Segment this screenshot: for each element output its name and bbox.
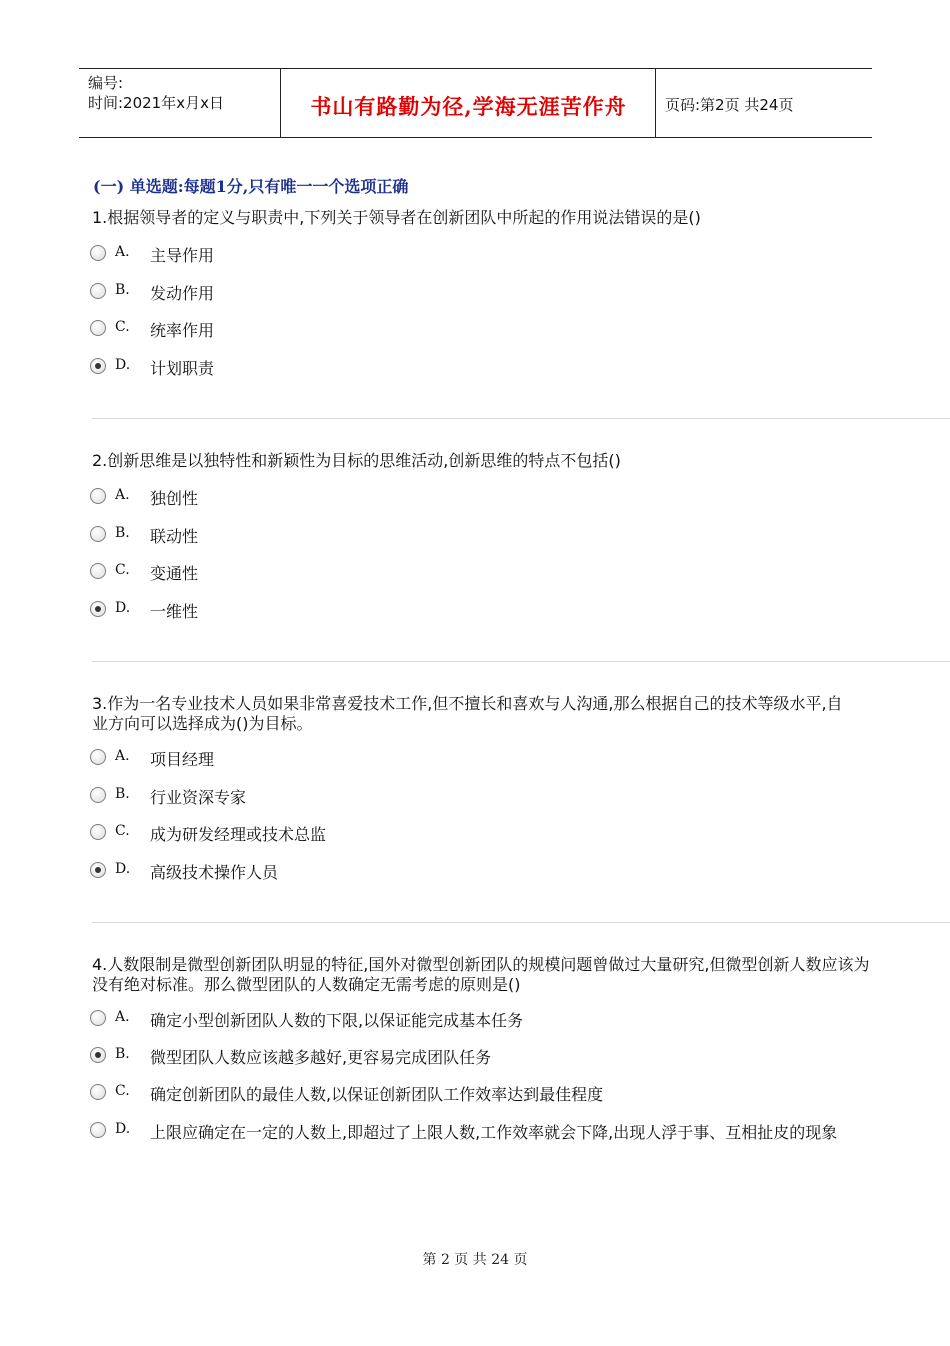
- radio-button[interactable]: [90, 1010, 106, 1026]
- radio-button[interactable]: [90, 283, 106, 299]
- question-line: 没有绝对标准。那么微型团队的人数确定无需考虑的原则是(): [92, 975, 521, 994]
- option-letter: B.: [115, 282, 130, 298]
- radio-button-selected[interactable]: [90, 601, 106, 617]
- question-text: [92, 451, 950, 471]
- option-text: 行业资深专家: [150, 788, 247, 807]
- option-letter: A.: [115, 487, 130, 503]
- option-letter: A.: [115, 244, 130, 260]
- section-title: (一) 单选题:每题1分,只有唯一一个选项正确: [93, 177, 409, 196]
- page-header: [79, 68, 872, 138]
- page-footer: 第 2 页 共 24 页: [422, 1252, 528, 1268]
- radio-button-selected[interactable]: [90, 862, 106, 878]
- question-divider: [92, 922, 950, 923]
- option-text: 变通性: [150, 564, 199, 583]
- option-text: 计划职责: [150, 359, 215, 378]
- question-text: [92, 694, 950, 734]
- option-letter: D.: [115, 1121, 131, 1137]
- radio-button[interactable]: [90, 824, 106, 840]
- radio-dot-icon: [95, 867, 101, 873]
- radio-button[interactable]: [90, 1084, 106, 1100]
- code-label: 编号:: [88, 74, 124, 92]
- option-text: 统率作用: [150, 321, 215, 340]
- option-text: 联动性: [150, 527, 199, 546]
- page-info: 页码:第2页 共24页: [665, 96, 794, 114]
- option-text: 高级技术操作人员: [150, 863, 279, 882]
- question-line: 4.人数限制是微型创新团队明显的特征,国外对微型创新团队的规模问题曾做过大量研究,但微型创新人数应该为: [92, 955, 870, 974]
- option-text: 确定创新团队的最佳人数,以保证创新团队工作效率达到最佳程度: [150, 1085, 604, 1104]
- option-letter: D.: [115, 861, 131, 877]
- question-text: [92, 955, 950, 995]
- radio-button[interactable]: [90, 1122, 106, 1138]
- radio-dot-icon: [95, 363, 101, 369]
- question-divider: [92, 661, 950, 662]
- option-letter: B.: [115, 786, 130, 802]
- radio-button-selected[interactable]: [90, 1047, 106, 1063]
- option-text: 主导作用: [150, 246, 215, 265]
- question-line: 业方向可以选择成为()为目标。: [92, 714, 313, 733]
- radio-button[interactable]: [90, 526, 106, 542]
- radio-button-selected[interactable]: [90, 358, 106, 374]
- option-letter: C.: [115, 1083, 130, 1099]
- option-letter: C.: [115, 823, 130, 839]
- radio-button[interactable]: [90, 787, 106, 803]
- radio-button[interactable]: [90, 563, 106, 579]
- radio-button[interactable]: [90, 488, 106, 504]
- option-text: 发动作用: [150, 284, 215, 303]
- option-text: 确定小型创新团队人数的下限,以保证能完成基本任务: [150, 1011, 524, 1030]
- option-letter: B.: [115, 525, 130, 541]
- question-line: 1.根据领导者的定义与职责中,下列关于领导者在创新团队中所起的作用说法错误的是(): [92, 208, 701, 227]
- question-text: [92, 208, 950, 228]
- option-text: 微型团队人数应该越多越好,更容易完成团队任务: [150, 1048, 492, 1067]
- option-letter: C.: [115, 319, 130, 335]
- option-letter: A.: [115, 748, 130, 764]
- option-letter: C.: [115, 562, 130, 578]
- option-letter: A.: [115, 1009, 130, 1025]
- radio-dot-icon: [95, 1052, 101, 1058]
- radio-button[interactable]: [90, 320, 106, 336]
- radio-button[interactable]: [90, 245, 106, 261]
- date-line: 时间:2021年x月x日: [88, 94, 224, 112]
- radio-dot-icon: [95, 606, 101, 612]
- option-letter: B.: [115, 1046, 130, 1062]
- motto: 书山有路勤为径,学海无涯苦作舟: [310, 94, 627, 119]
- option-text: 独创性: [150, 489, 199, 508]
- radio-button[interactable]: [90, 749, 106, 765]
- option-text: 一维性: [150, 602, 199, 621]
- question-line: 3.作为一名专业技术人员如果非常喜爱技术工作,但不擅长和喜欢与人沟通,那么根据自己的技术等级水平,自: [92, 694, 843, 713]
- option-letter: D.: [115, 357, 131, 373]
- option-text: 项目经理: [150, 750, 215, 769]
- option-text: 成为研发经理或技术总监: [150, 825, 327, 844]
- header-meta: [88, 73, 224, 113]
- question-line: 2.创新思维是以独特性和新颖性为目标的思维活动,创新思维的特点不包括(): [92, 451, 621, 470]
- option-letter: D.: [115, 600, 131, 616]
- option-text: 上限应确定在一定的人数上,即超过了上限人数,工作效率就会下降,出现人浮于事、互相扯皮的现象: [150, 1123, 838, 1142]
- question-divider: [92, 418, 950, 419]
